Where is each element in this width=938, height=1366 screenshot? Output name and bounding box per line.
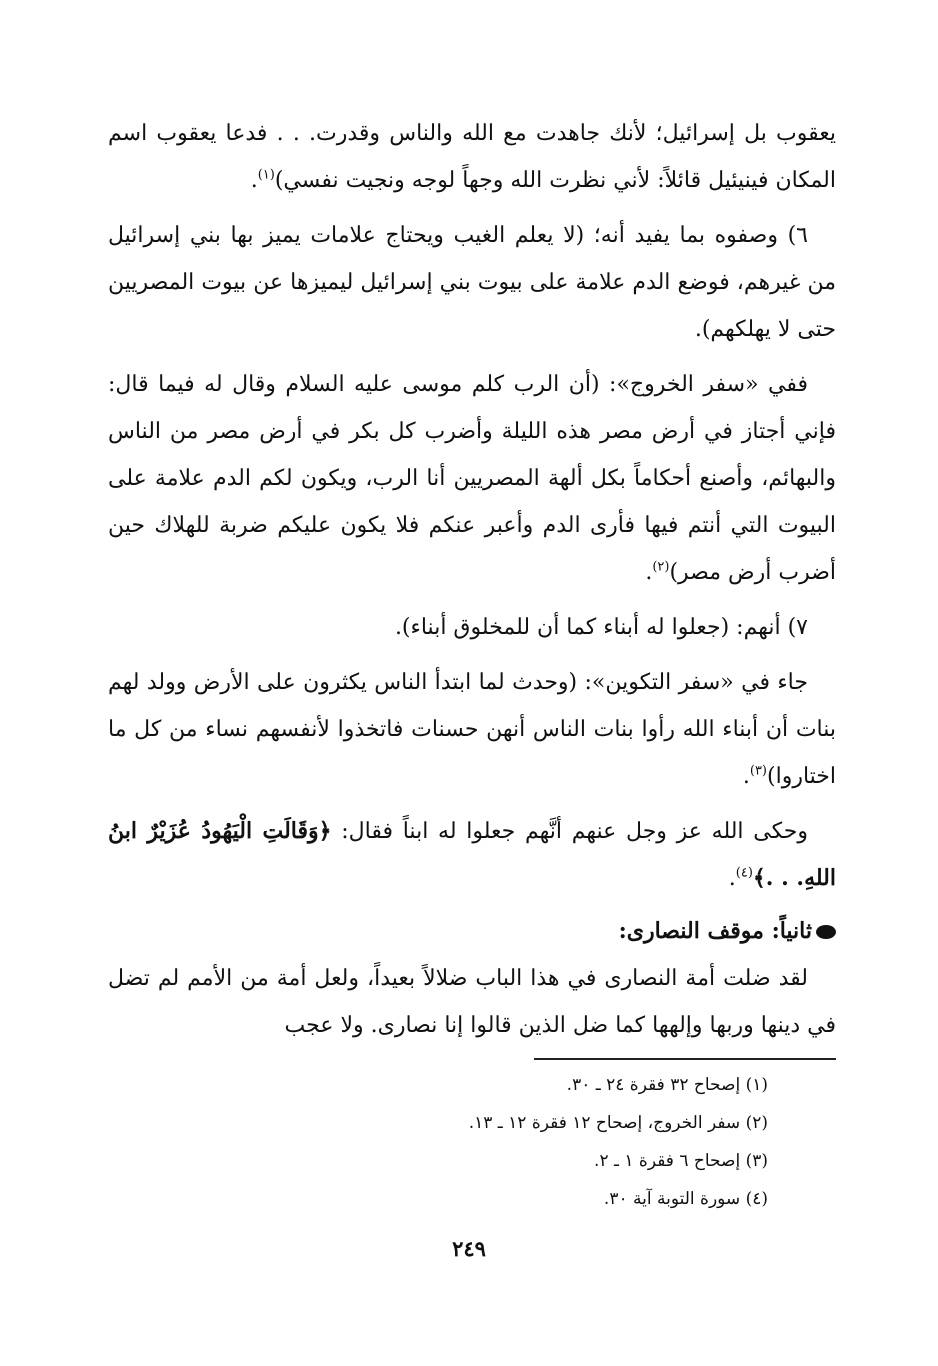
- paragraph-3-end: .: [645, 560, 653, 585]
- paragraph-4: ٧) أنهم: (جعلوا له أبناء كما أن للمخلوق أبناء).: [394, 615, 808, 640]
- paragraph-3-text: ففي «سفر الخروج»: (أن الرب كلم موسى عليه السلام وقال له فيما قال: فإني أجتاز في أرض مصر هذه الليلة وأضرب كل بكر في أرض مصر من الناس والبهائم، وأصنع أحكاماً بكل ألهة المصريين أنا الرب، ويكون لكم الدم علامة على البيوت التي أنتم فيها فأرى الدم وأعبر عنكم فلا يكون عليكم ضربة للهلاك حين أضرب أرض مصر): [108, 372, 836, 585]
- footnote-ref-4[interactable]: (٤): [735, 865, 753, 881]
- paragraph-6: [108, 808, 836, 902]
- page-body: [108, 110, 836, 1049]
- footnote-ref-1[interactable]: (١): [257, 167, 275, 183]
- paragraph-3: [108, 361, 836, 596]
- section-heading: [108, 908, 836, 955]
- footnote-divider: [534, 1058, 836, 1060]
- paragraph-7: لقد ضلت أمة النصارى في هذا الباب ضلالاً بعيداً، ولعل أمة من الأمم لم تضل في دينها وربها وإلهها كما ضل الذين قالوا إنا نصارى. ولا عجب: [108, 966, 836, 1038]
- paragraph-6-text: وحكى الله عز وجل عنهم أنَّهم جعلوا له ابناً فقال:: [331, 819, 808, 844]
- footnote-ref-2[interactable]: (٢): [652, 559, 670, 575]
- paragraph-1: [108, 110, 836, 204]
- paragraph-2: ٦) وصفوه بما يفيد أنه؛ (لا يعلم الغيب ويحتاج علامات يميز بها بني إسرائيل من غيرهم، فوضع الدم علامة على بيوت بني إسرائيل ليميزها عن بيوت المصريين حتى لا يهلكهم).: [108, 223, 836, 342]
- paragraph-5: [108, 659, 836, 800]
- paragraph-1-end: .: [250, 168, 258, 193]
- page-number: ٢٤٩: [452, 1236, 486, 1261]
- paragraph-5-text: جاء في «سفر التكوين»: (وحدث لما ابتدأ الناس يكثرون على الأرض وولد لهم بنات أن أبناء الله رأوا بنات الناس أنهن حسنات فاتخذوا لأنفسهم نساء من كل ما اختاروا): [108, 670, 836, 789]
- footnote-2: (٢) سفر الخروج، إصحاح ١٢ فقرة ١٢ ـ ١٣.: [468, 1113, 768, 1133]
- paragraph-1-text: يعقوب بل إسرائيل؛ لأنك جاهدت مع الله والناس وقدرت. . . فدعا يعقوب اسم المكان فينيئيل قائلاً: لأني نظرت الله وجهاً لوجه ونجيت نفسي): [108, 121, 836, 193]
- bullet-icon: [816, 925, 836, 939]
- footnotes: [108, 1066, 768, 1218]
- paragraph-5-end: .: [742, 764, 750, 789]
- paragraph-6-end: .: [728, 866, 736, 891]
- quran-verse: ﴿وَقَالَتِ الْيَهُودُ عُزَيْرٌ ابنُ اللهِ. . .﴾: [108, 818, 836, 891]
- section-heading-text: ثانياً: موقف النصارى:: [618, 918, 812, 944]
- footnote-4: (٤) سورة التوبة آية ٣٠.: [603, 1189, 768, 1209]
- footnote-1: (١) إصحاح ٣٢ فقرة ٢٤ ـ ٣٠.: [566, 1075, 768, 1095]
- footnote-ref-3[interactable]: (٣): [749, 763, 767, 779]
- footnote-3: (٣) إصحاح ٦ فقرة ١ ـ ٢.: [594, 1151, 768, 1171]
